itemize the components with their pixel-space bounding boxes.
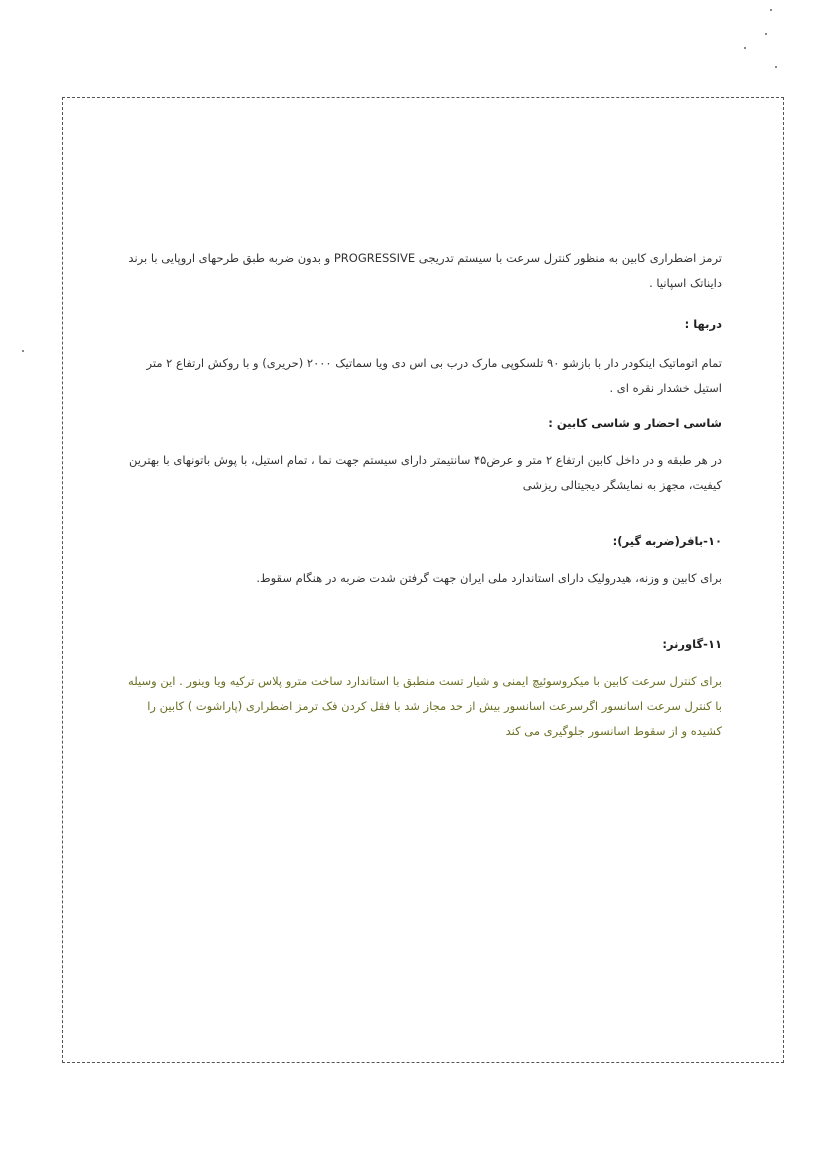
scan-speck [775,66,777,68]
call-panel-heading: شاسی احضار و شاسی کابین : [548,416,722,430]
buffer-heading: ۱۰-بافر(ضربه گیر): [612,534,722,548]
governor-paragraph: برای کنترل سرعت کابین با میکروسوئیچ ایمنی و شیار تست منطبق با استاندارد ساخت مترو پلاس ترکیه ویا وینور . این وسیله با کنترل سرعت اسانسور اگرسرعت اسانسور بیش از حد مجاز شد با فقل کردن فک ترمز اضطراری (پاراشوت ) کابین را کشیده و از سقوط اسانسور جلوگیری می کند [128,674,722,738]
buffer-paragraph: برای کابین و وزنه، هیدرولیک دارای استاندارد ملی ایران جهت گرفتن شدت ضربه در هنگام سقوط. [256,571,722,585]
emergency-brake-paragraph: ترمز اضطراری کابین به منظور کنترل سرعت با سیستم تدریجی PROGRESSIVE و بدون ضربه طبق طرحهای اروپایی با برند دایناتک اسپانیا . [128,251,722,290]
scan-speck [744,47,746,49]
doors-heading: دربها : [684,317,722,331]
scan-speck [770,9,772,11]
governor-heading: ۱۱-گاورنر: [662,637,722,651]
call-panel-paragraph: در هر طبقه و در داخل کابین ارتفاع ۲ متر و عرض۴۵ سانتیمتر دارای سیستم جهت نما ، تمام استیل، با پوش باتونهای با بهترین کیفیت، مجهز به نمایشگر دیجیتالی ریزشی [129,453,722,492]
doors-paragraph: تمام اتوماتیک اینکودر دار با بازشو ۹۰ تلسکوپی مارک درب بی اس دی ویا سماتیک ۲۰۰۰ (حریری) و با روکش ارتفاع ۲ متر استیل خشدار نقره ای . [146,356,722,395]
document-body [118,246,722,744]
scan-speck [22,350,24,352]
scan-speck [765,33,767,35]
